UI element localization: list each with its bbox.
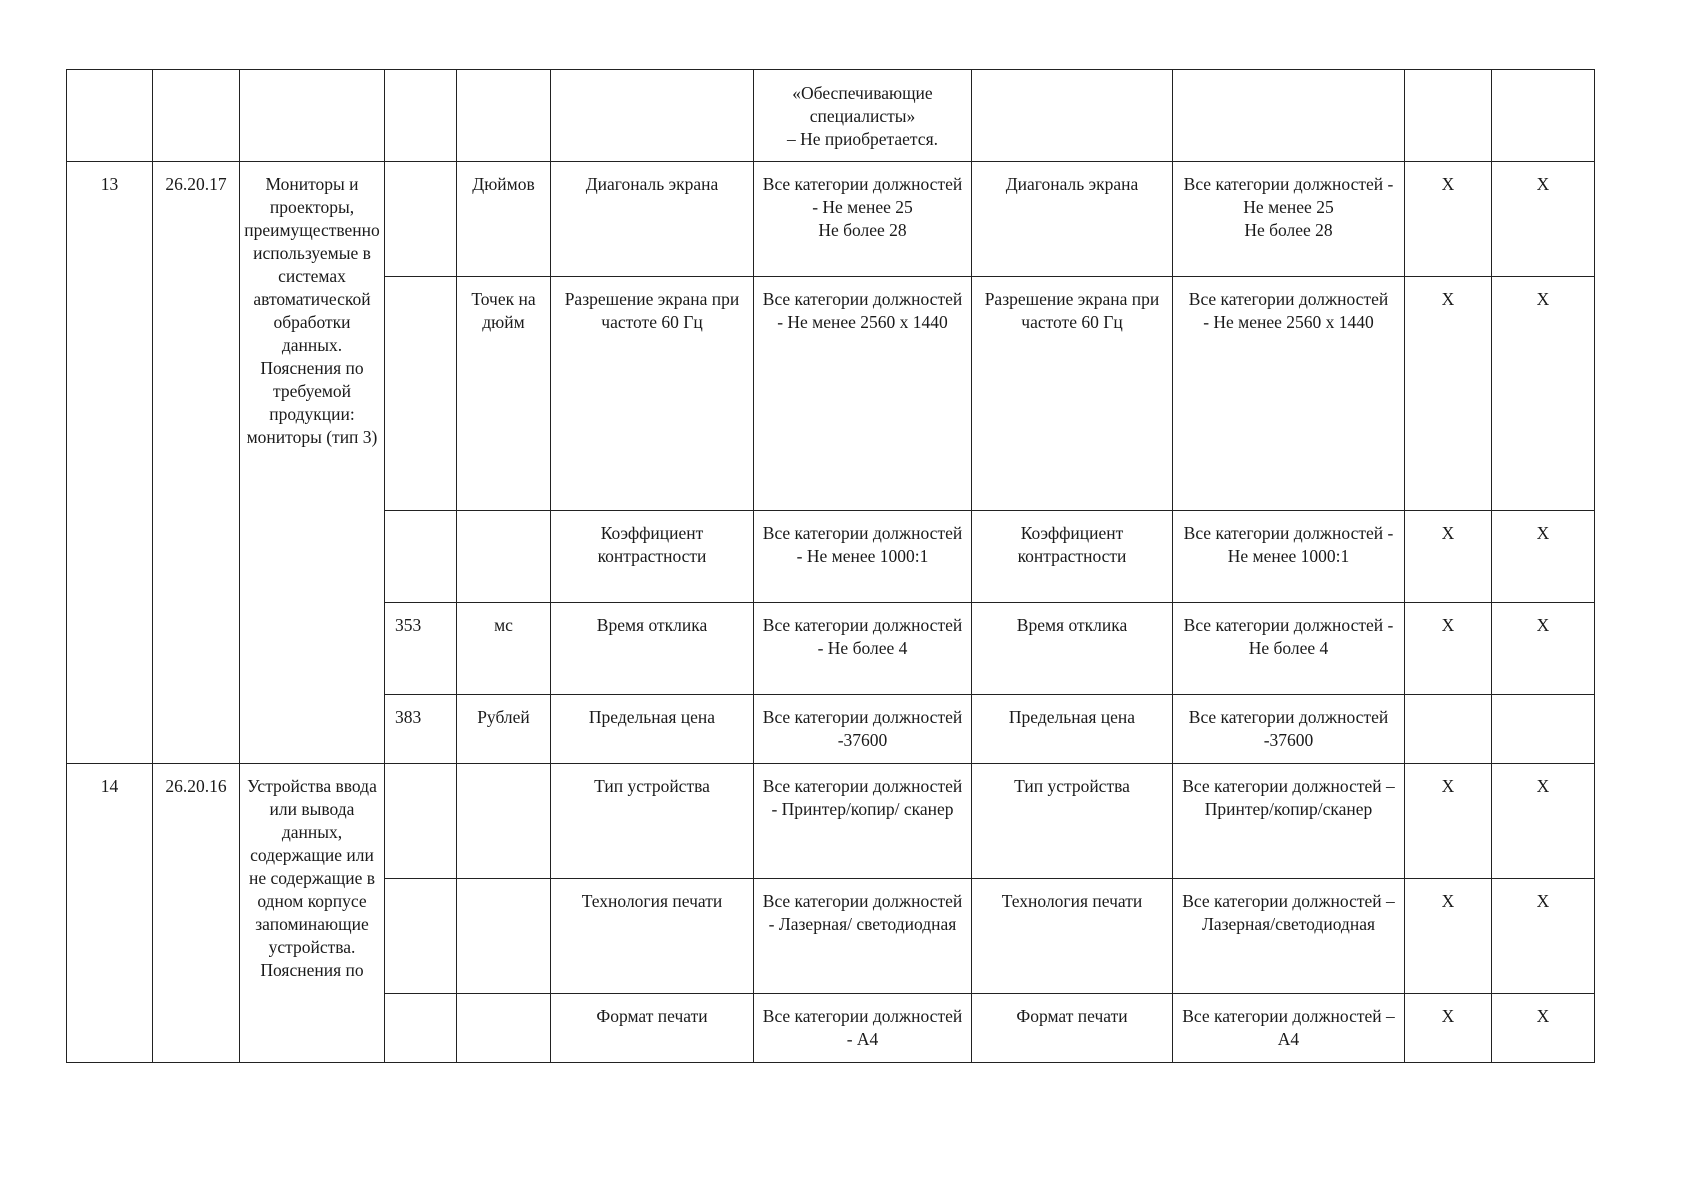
cell-unit xyxy=(457,879,551,994)
cell-code: 26.20.16 xyxy=(153,764,240,1063)
cell-x1: X xyxy=(1405,511,1492,603)
cell-char2: Разрешение экрана при частоте 60 Гц xyxy=(972,277,1173,511)
cell-num xyxy=(67,70,153,162)
cell-value2: Все категории должностей – А4 xyxy=(1173,994,1405,1063)
cell-unit: Точек на дюйм xyxy=(457,277,551,511)
cell-x2: X xyxy=(1492,277,1595,511)
cell-value2: Все категории должностей – Лазерная/светодиодная xyxy=(1173,879,1405,994)
cell-char2: Тип устройства xyxy=(972,764,1173,879)
cell-x2: X xyxy=(1492,603,1595,695)
cell-value: Все категории должностей - Не более 4 xyxy=(754,603,972,695)
table-row-continuation xyxy=(67,70,1595,162)
cell-value: Все категории должностей - Принтер/копир/ сканер xyxy=(754,764,972,879)
cell-okei xyxy=(385,994,457,1063)
cell-value: Все категории должностей - Лазерная/ светодиодная xyxy=(754,879,972,994)
cell-x1: X xyxy=(1405,162,1492,277)
cell-name: Мониторы и проекторы, преимущественно используемые в системах автоматической обработки данных. Пояснения по требуемой продукции: мониторы (тип 3) xyxy=(240,162,385,764)
cell-okei xyxy=(385,511,457,603)
cell-char2: Диагональ экрана xyxy=(972,162,1173,277)
cell-char: Разрешение экрана при частоте 60 Гц xyxy=(551,277,754,511)
cell-name xyxy=(240,70,385,162)
cell-char2 xyxy=(972,70,1173,162)
cell-char: Время отклика xyxy=(551,603,754,695)
cell-value: Все категории должностей - Не менее 1000:1 xyxy=(754,511,972,603)
cell-x2: X xyxy=(1492,162,1595,277)
cell-value2: Все категории должностей - Не менее 25 Не более 28 xyxy=(1173,162,1405,277)
cell-num: 14 xyxy=(67,764,153,1063)
cell-char2: Предельная цена xyxy=(972,695,1173,764)
cell-value: Все категории должностей - А4 xyxy=(754,994,972,1063)
cell-unit xyxy=(457,764,551,879)
cell-x1: X xyxy=(1405,879,1492,994)
cell-unit xyxy=(457,70,551,162)
cell-x1: X xyxy=(1405,277,1492,511)
cell-x1: X xyxy=(1405,994,1492,1063)
cell-value: «Обеспечивающие специалисты» – Не приобретается. xyxy=(754,70,972,162)
cell-x1 xyxy=(1405,695,1492,764)
cell-char2: Формат печати xyxy=(972,994,1173,1063)
cell-char xyxy=(551,70,754,162)
cell-value: Все категории должностей -37600 xyxy=(754,695,972,764)
cell-unit xyxy=(457,994,551,1063)
cell-value2: Все категории должностей - Не менее 1000:1 xyxy=(1173,511,1405,603)
cell-value2: Все категории должностей – Принтер/копир/сканер xyxy=(1173,764,1405,879)
cell-char: Диагональ экрана xyxy=(551,162,754,277)
cell-value: Все категории должностей - Не менее 25 Не более 28 xyxy=(754,162,972,277)
cell-x2: X xyxy=(1492,879,1595,994)
cell-unit: Дюймов xyxy=(457,162,551,277)
cell-value2: Все категории должностей -37600 xyxy=(1173,695,1405,764)
cell-char2: Технология печати xyxy=(972,879,1173,994)
cell-value: Все категории должностей - Не менее 2560 х 1440 xyxy=(754,277,972,511)
cell-value2 xyxy=(1173,70,1405,162)
cell-x1 xyxy=(1405,70,1492,162)
cell-value2: Все категории должностей - Не более 4 xyxy=(1173,603,1405,695)
cell-value2: Все категории должностей - Не менее 2560 х 1440 xyxy=(1173,277,1405,511)
cell-char: Формат печати xyxy=(551,994,754,1063)
cell-char: Коэффициент контрастности xyxy=(551,511,754,603)
cell-code xyxy=(153,70,240,162)
cell-unit xyxy=(457,511,551,603)
cell-char: Предельная цена xyxy=(551,695,754,764)
cell-char: Технология печати xyxy=(551,879,754,994)
cell-okei xyxy=(385,70,457,162)
cell-name: Устройства ввода или вывода данных, содержащие или не содержащие в одном корпусе запоминающие устройства. Пояснения по xyxy=(240,764,385,1063)
cell-x2: X xyxy=(1492,994,1595,1063)
cell-unit: мс xyxy=(457,603,551,695)
table-row xyxy=(67,162,1595,277)
cell-okei xyxy=(385,277,457,511)
cell-okei: 383 xyxy=(385,695,457,764)
cell-x2: X xyxy=(1492,511,1595,603)
table-row xyxy=(67,764,1595,879)
cell-x2: X xyxy=(1492,764,1595,879)
specification-table xyxy=(66,69,1595,1063)
cell-okei xyxy=(385,879,457,994)
cell-x1: X xyxy=(1405,603,1492,695)
cell-okei xyxy=(385,764,457,879)
cell-unit: Рублей xyxy=(457,695,551,764)
cell-x2 xyxy=(1492,70,1595,162)
cell-num: 13 xyxy=(67,162,153,764)
cell-okei: 353 xyxy=(385,603,457,695)
cell-char: Тип устройства xyxy=(551,764,754,879)
cell-char2: Коэффициент контрастности xyxy=(972,511,1173,603)
cell-char2: Время отклика xyxy=(972,603,1173,695)
cell-x1: X xyxy=(1405,764,1492,879)
cell-code: 26.20.17 xyxy=(153,162,240,764)
cell-okei xyxy=(385,162,457,277)
cell-x2 xyxy=(1492,695,1595,764)
